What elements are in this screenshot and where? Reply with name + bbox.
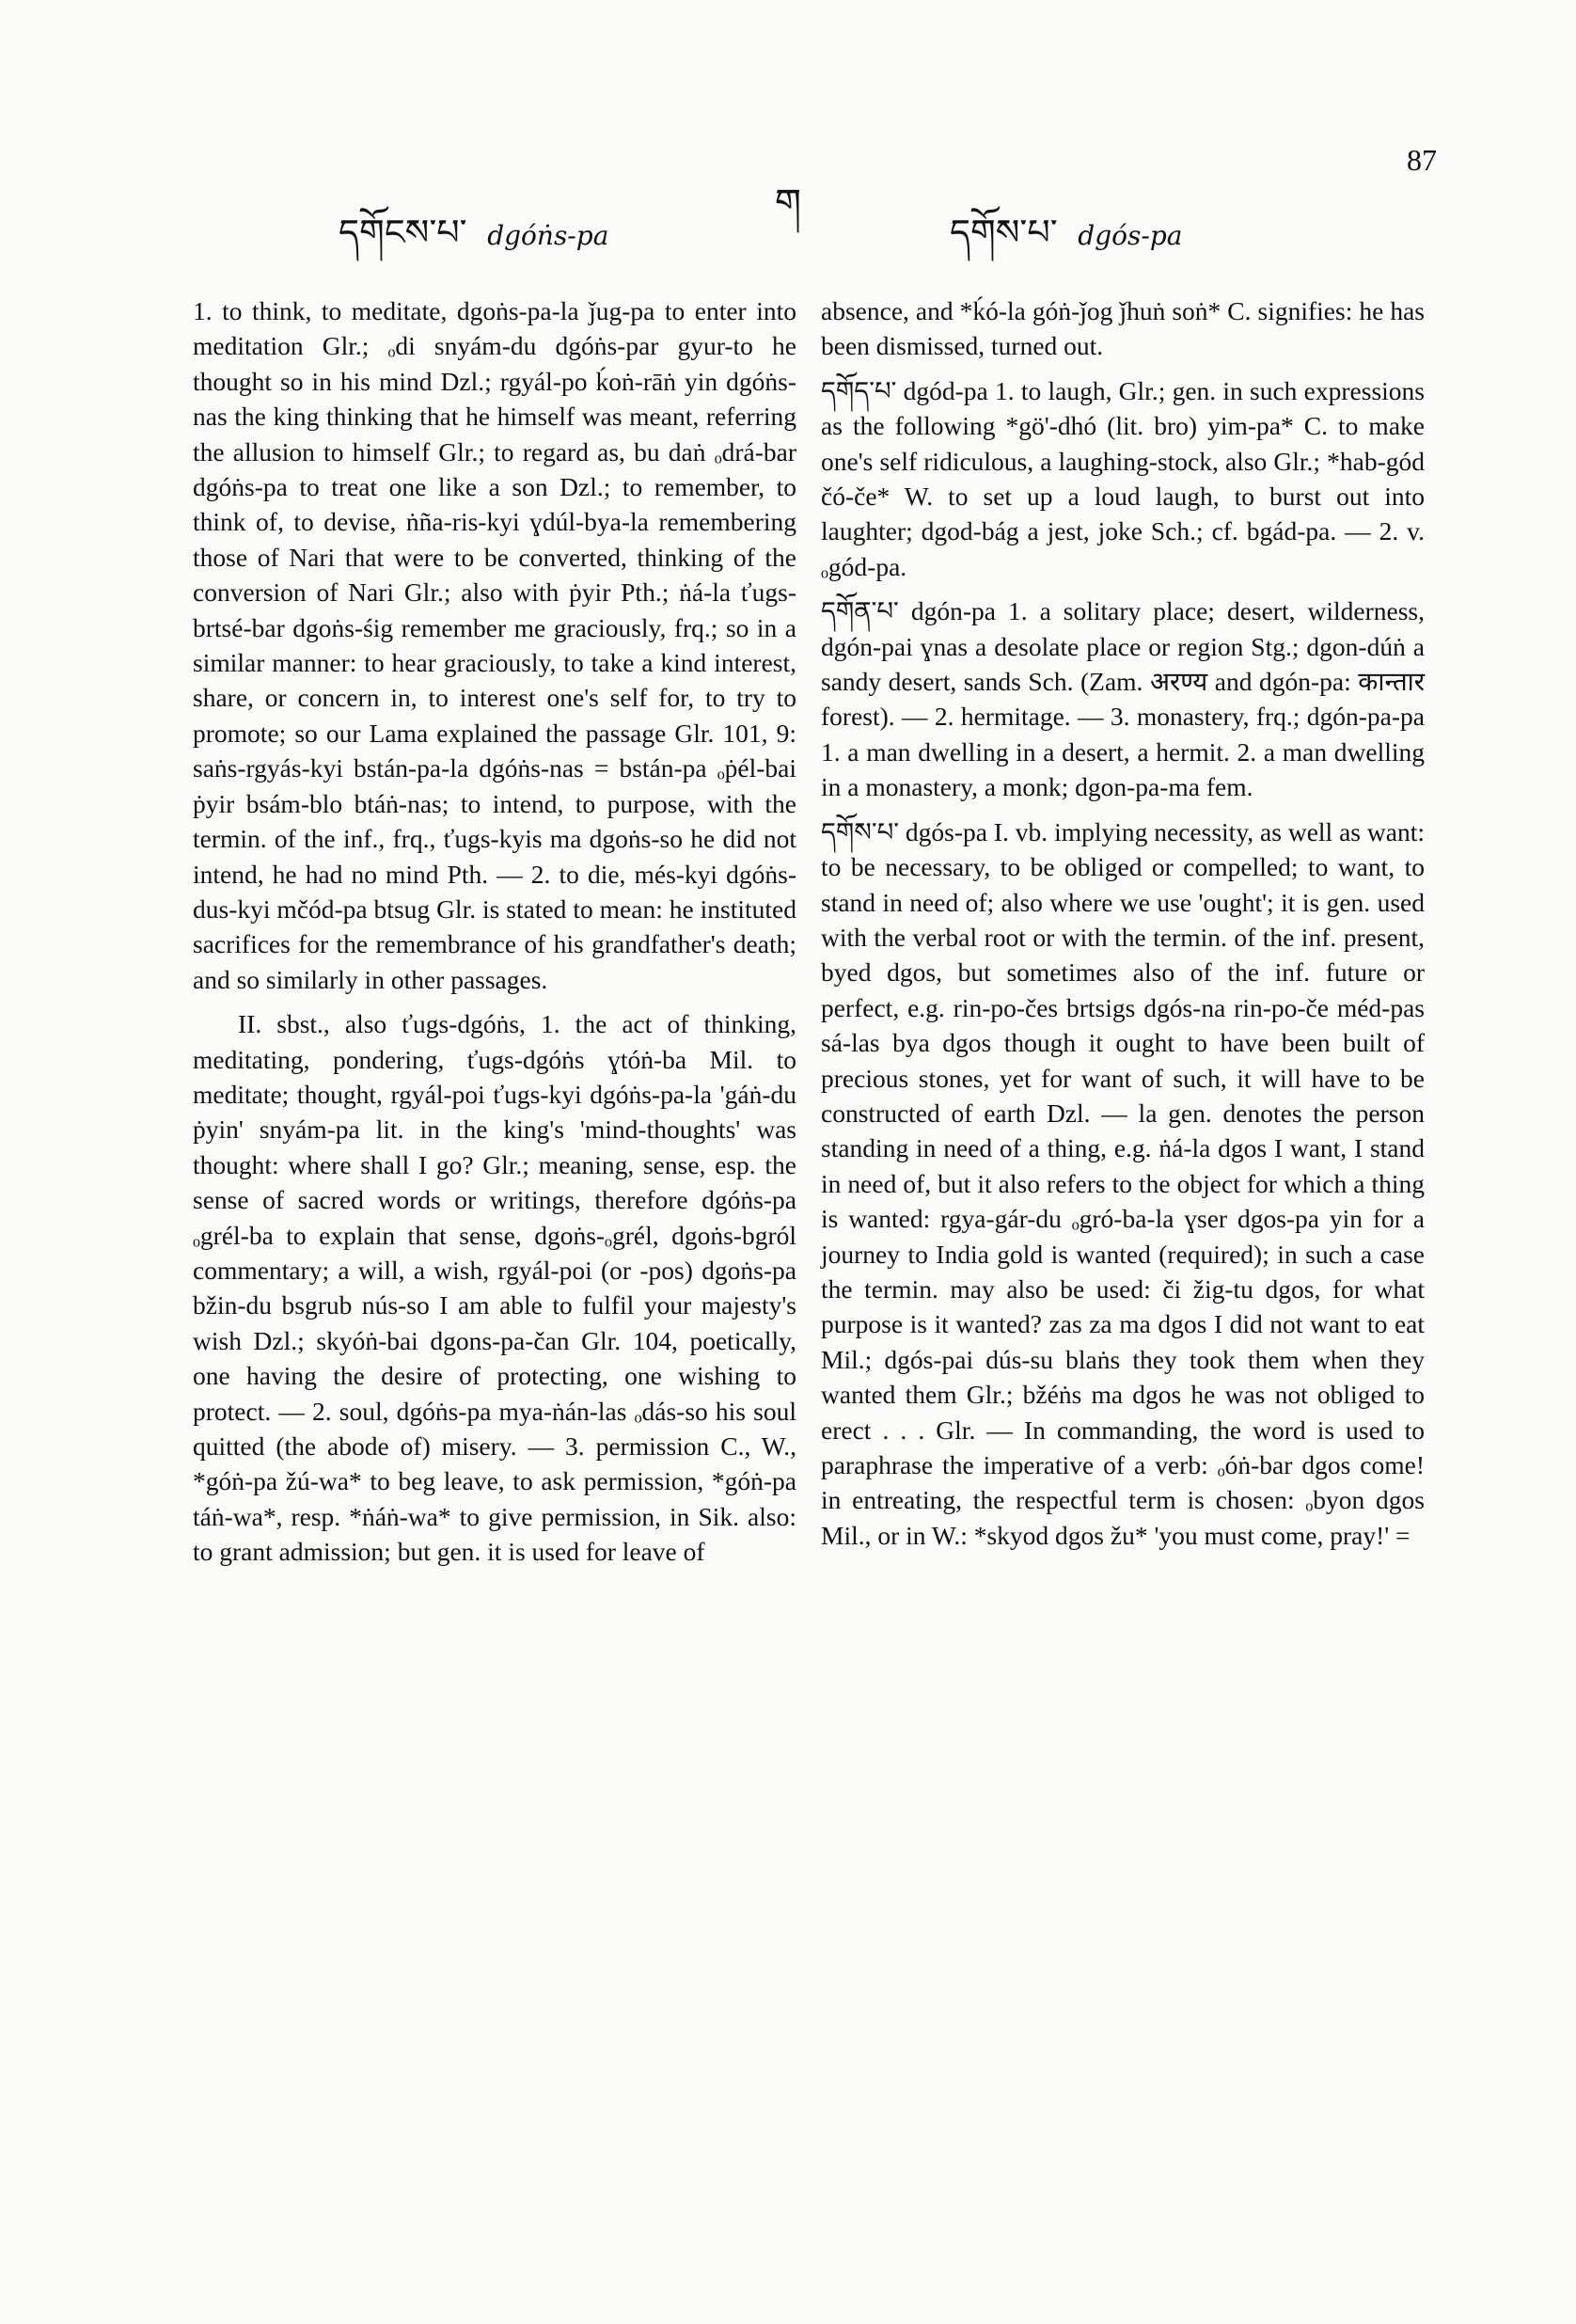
entry-continuation: absence, and *ḱó-la góṅ-ǰog ǰhuṅ soṅ* C. signifies: he has been dismissed, turned out.: [821, 296, 1425, 361]
entry-dgons-pa-substantive: II. sbst., also ťugs-dgóṅs, 1. the act of thinking, meditating, pondering, ťugs-dgóṅs ɣtóṅ-ba Mil. to meditate; thought, rgyál-poi ťugs-kyi dgóṅs-pa-la 'gáṅ-du ṗyin' snyám-pa lit. in the king's 'mind-thoughts' was thought: where shall I go? Glr.; meaning, sense, esp. the sense of sacred words or writings, therefore dgóṅs-pa ₒgrél-ba to explain that sense, dgoṅs-ₒgrél, dgoṅs-bgról commentary; a will, a wish, rgyál-poi (or -pos) dgoṅs-pa bžin-du bsgrub nús-so I am able to fulfil your majesty's wish Dzl.; skyóṅ-bai dgons-pa-čan Glr. 104, poetically, one having the desire of protecting, one wishing to protect. — 2. soul, dgóṅs-pa mya-ṅán-las ₒdás-so his soul quitted (the abode of) misery. — 3. permission C., W., *góṅ-pa žú-wa* to beg leave, to ask permission, *góṅ-pa táṅ-wa*, resp. *ṅáṅ-wa* to give permission, in Sik. also: to grant admission; but gen. it is used for leave of: [193, 1009, 796, 1567]
entry-dgon-pa: དགོན་པ་ dgón-pa 1. a solitary place; desert, wilderness, dgón-pai ɣnas a desolate place or region Stg.; dgon-dúṅ a sandy desert, sands Sch. (Zam. अरण्य and dgón-pa: कान्तार forest). — 2. hermitage. — 3. monastery, frq.; dgón-pa-pa 1. a man dwelling in a desert, a hermit. 2. a man dwelling in a monastery, a monk; dgon-pa-ma fem.: [821, 596, 1425, 802]
right-transliterated-headword: dgós-pa: [1078, 220, 1183, 251]
entry-dgod-pa: དགོད་པ་ dgód-pa 1. to laugh, Glr.; gen. in such expressions as the following *gö'-dhó (lit. bro) yim-pa* C. to make one's self ridiculous, a laughing-stock, also Glr.; *hab-gód čó-če* W. to set up a loud laugh, to burst out into laughter; dgod-bág a jest, joke Sch.; cf. bgád-pa. — 2. v. ₒgód-pa.: [821, 375, 1425, 581]
left-tibetan-headword: དགོངས་པ་: [339, 212, 467, 253]
entry-dgos-pa: དགོས་པ་ dgós-pa I. vb. implying necessity, as well as want: to be necessary, to be obliged or compelled; to want, to stand in need of; also where we use 'ought'; it is gen. used with the verbal root or with the termin. of the inf. present, byed dgos, but sometimes also of the inf. future or perfect, e.g. rin-po-čes brtsigs dgós-na rin-po-če méd-pas sá-las bya dgos though it ought to have been built of precious stones, yet for want of such, it will have to be constructed of earth Dzl. — la gen. denotes the person standing in need of a thing, e.g. ṅá-la dgos I want, I stand in need of, but it also refers to the object for which a thing is wanted: rgya-gár-du ₒgró-ba-la ɣser dgos-pa yin for a journey to India gold is wanted (required); in such a case the termin. may also be used: či žig-tu dgos, for what purpose is it wanted? zas za ma dgos I did not want to eat Mil.; dgós-pai dús-su blaṅs they took them when they wanted them Glr.; bžéṅs ma dgos he was not obliged to erect . . . Glr. — In commanding, the word is used to paraphrase the imperative of a verb: ₒóṅ-bar dgos come! in entreating, the respectful term is chosen: ₒbyon dgos Mil., or in W.: *skyod dgos žu* 'you must come, pray!' =: [821, 816, 1425, 1550]
left-column: [193, 293, 796, 1579]
center-letter: ག: [774, 182, 802, 225]
page-number: 87: [1407, 143, 1437, 177]
running-head-left: [339, 193, 608, 293]
right-column: [821, 293, 1425, 1562]
right-tibetan-headword: དགོས་པ་: [950, 212, 1058, 253]
entry-dgons-pa-verb: 1. to think, to meditate, dgoṅs-pa-la ǰug-pa to enter into meditation Glr.; ₒdi snyám-du dgóṅs-par gyur-to he thought so in his mind Dzl.; rgyál-po ḱoṅ-rāṅ yin dgóṅs-nas the king thinking that he himself was meant, referring the allusion to himself Glr.; to regard as, bu daṅ ₒdrá-bar dgóṅs-pa to treat one like a son Dzl.; to remember, to think of, to devise, ṅña-ris-kyi ɣdúl-bya-la remembering those of Nari that were to be converted, thinking of the conversion of Nari Glr.; also with ṗyir Pth.; ṅá-la ťugs-brtsé-bar dgoṅs-śig remember me graciously, frq.; so in a similar manner: to hear graciously, to take a kind interest, share, or concern in, to interest one's self for, to try to promote; so our Lama explained the passage Glr. 101, 9: saṅs-rgyás-kyi bstán-pa-la dgóṅs-nas = bstán-pa ₒṗél-bai ṗyir bsám-blo btáṅ-nas; to intend, to purpose, with the termin. of the inf., frq., ťugs-kyis ma dgoṅs-so he did not intend, he had no mind Pth. — 2. to die, més-kyi dgóṅs-dus-kyi mčód-pa btsug Glr. is stated to mean: he instituted sacrifices for the remembrance of his grandfather's death; and so similarly in other passages.: [193, 296, 796, 994]
left-transliterated-headword: dgóṅs-pa: [487, 220, 609, 251]
running-head-right: [950, 193, 1182, 293]
